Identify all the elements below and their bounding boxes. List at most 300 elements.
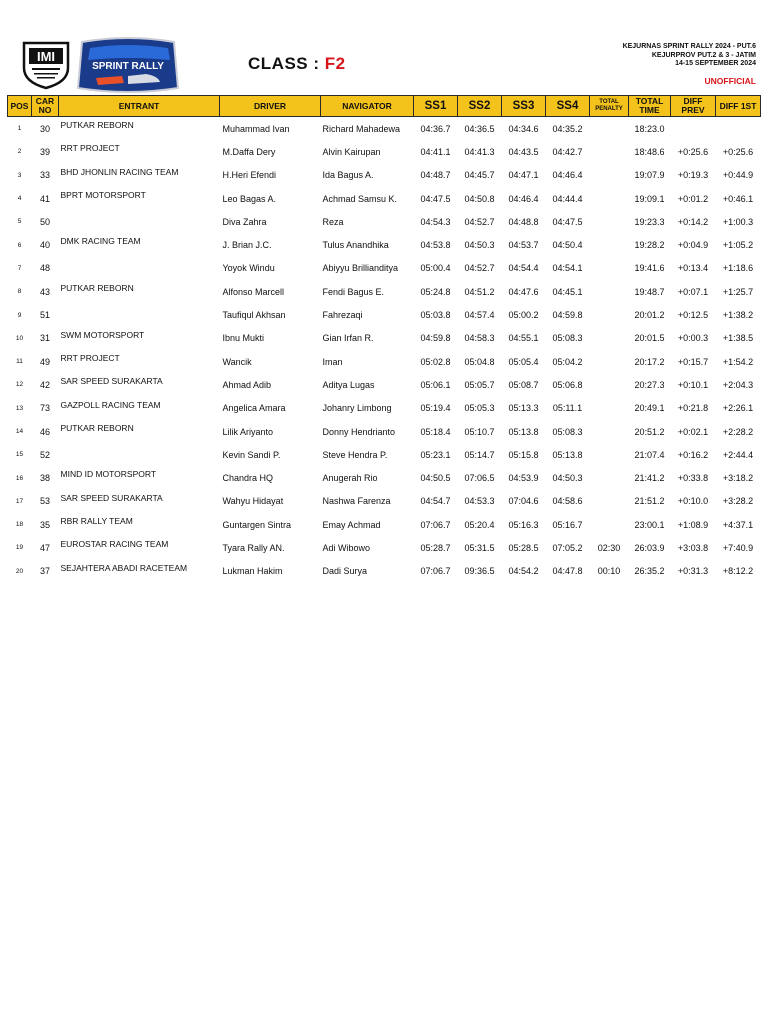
cell-ss4: 04:54.1 [552,263,583,274]
cell-car-no: 43 [39,286,50,297]
cell-pos: 6 [17,241,22,249]
cell-diff-1st: +8:12.2 [722,566,754,577]
event-dates: 14-15 SEPTEMBER 2024 [675,60,756,68]
cell-navigator: Nashwa Farenza [322,496,391,507]
table-row [8,443,761,466]
cell-navigator: Tulus Anandhika [322,240,389,251]
cell-entrant: SAR SPEED SURAKARTA [60,492,163,503]
cell-ss4: 05:13.8 [552,449,583,460]
cell-ss2: 04:53.3 [464,496,495,507]
cell-pos: 3 [17,171,22,179]
cell-pos: 5 [17,218,22,226]
cell-navigator: Donny Hendrianto [322,426,396,437]
cell-ss4: 04:46.4 [552,170,583,181]
cell-ss3: 04:43.5 [508,146,539,157]
cell-ss1: 05:23.1 [420,449,451,460]
table-row [8,140,761,163]
cell-navigator: Alvin Kairupan [322,146,381,157]
cell-car-no: 41 [39,193,50,204]
cell-navigator: Emay Achmad [322,519,381,530]
cell-total-time: 26:03.9 [634,542,665,553]
cell-driver: Ahmad Adib [222,379,272,390]
cell-car-no: 31 [39,333,50,344]
cell-diff-prev: +0:10.1 [677,379,709,390]
cell-ss2: 05:05.7 [464,379,495,390]
cell-navigator: Gian Irfan R. [322,333,374,344]
cell-driver: M.Daffa Dery [222,146,276,157]
col-entrant: ENTRANT [59,96,220,117]
cell-car-no: 46 [39,426,50,437]
cell-ss3: 05:13.8 [508,426,539,437]
cell-ss3: 04:53.7 [508,240,539,251]
cell-ss4: 05:11.1 [552,403,583,414]
cell-diff-prev: +0:19.3 [677,170,709,181]
cell-total-time: 19:07.9 [634,170,665,181]
cell-diff-prev: +0:00.3 [677,333,709,344]
cell-total-penalty [590,233,629,256]
cell-entrant [59,210,220,233]
class-name: F2 [324,54,346,73]
cell-ss1: 04:41.1 [420,146,451,157]
cell-ss2: 04:45.7 [464,170,495,181]
cell-diff-1st: +0:46.1 [722,193,754,204]
cell-total-time: 20:27.3 [634,379,665,390]
cell-pos: 14 [15,428,24,435]
cell-entrant: SWM MOTORSPORT [60,329,145,340]
cell-total-time: 20:17.2 [634,356,665,367]
cell-diff-1st: +3:28.2 [722,496,754,507]
cell-car-no: 73 [39,403,50,414]
event-line-2: KEJURPROV PUT.2 & 3 - JATIM [651,51,756,59]
cell-total-time: 18:48.6 [634,146,665,157]
cell-navigator: Fahrezaqi [322,310,363,321]
cell-total-penalty [590,490,629,513]
cell-ss3: 04:47.1 [508,170,539,181]
cell-ss1: 05:18.4 [420,426,451,437]
cell-ss4: 05:06.8 [552,379,583,390]
cell-diff-1st: +0:25.6 [722,146,754,157]
cell-entrant [59,443,220,466]
cell-navigator: Reza [322,216,344,227]
cell-total-penalty [590,187,629,210]
cell-ss2: 04:52.7 [464,216,495,227]
table-row [8,397,761,420]
cell-diff-1st: +1:38.5 [722,333,754,344]
cell-total-penalty [590,466,629,489]
cell-total-penalty [590,303,629,326]
cell-ss4: 04:59.8 [552,310,583,321]
table-row [8,490,761,513]
table-row [8,513,761,536]
cell-diff-prev: +0:25.6 [677,146,709,157]
cell-pos: 9 [17,311,22,319]
cell-driver: Wancik [222,356,252,367]
cell-diff-prev: +0:04.9 [677,240,709,251]
cell-ss2: 09:36.5 [464,566,495,577]
cell-navigator: Aditya Lugas [322,379,375,390]
cell-total-time: 20:01.2 [634,310,665,321]
cell-pos: 1 [17,125,22,133]
cell-diff-prev: +0:16.2 [677,449,709,460]
cell-ss3: 04:47.6 [508,286,539,297]
cell-entrant: EUROSTAR RACING TEAM [60,539,169,550]
cell-entrant: SEJAHTERA ABADI RACETEAM [60,562,188,573]
cell-total-penalty: 00:10 [597,566,621,577]
cell-driver: Guntargen Sintra [222,519,292,530]
cell-diff-prev: +0:07.1 [677,286,709,297]
cell-driver: Taufiqul Akhsan [222,310,286,321]
cell-driver: Muhammad Ivan [222,123,290,134]
cell-ss4: 04:47.8 [552,566,583,577]
cell-diff-prev: +1:08.9 [677,519,709,530]
cell-ss2: 04:36.5 [464,123,495,134]
cell-ss3: 04:54.4 [508,263,539,274]
cell-pos: 13 [15,404,24,412]
cell-ss2: 04:58.3 [464,333,495,344]
cell-diff-prev: +3:03.8 [677,542,709,553]
table-row [8,373,761,396]
cell-entrant: PUTKAR REBORN [60,120,134,130]
cell-ss4: 04:47.5 [552,216,583,227]
imi-logo [20,38,72,90]
cell-ss4: 04:58.6 [552,496,583,507]
cell-ss2: 05:31.5 [464,542,495,553]
cell-driver: Ibnu Mukti [222,333,265,344]
cell-navigator: Abiyyu Brillianditya [322,263,399,274]
col-pos: POS [8,96,32,117]
cell-driver: Wahyu Hidayat [222,496,284,507]
table-row [8,303,761,326]
cell-navigator: Johanry Limbong [322,403,392,414]
cell-entrant: RBR RALLY TEAM [60,516,133,527]
cell-pos: 11 [16,358,23,366]
cell-ss2: 05:20.4 [464,519,495,530]
cell-ss2: 04:57.4 [464,310,495,321]
cell-driver: Tyara Rally AN. [222,542,285,553]
cell-diff-prev: +0:14.2 [677,216,709,227]
cell-ss3: 05:00.2 [508,310,539,321]
col-car-no: CAR NO [32,96,59,117]
cell-navigator: Dadi Surya [322,566,368,577]
cell-pos: 16 [15,474,24,482]
cell-ss4: 04:50.3 [552,473,583,484]
cell-navigator: Iman [322,356,343,367]
cell-total-penalty [590,373,629,396]
cell-ss4: 05:04.2 [552,356,583,367]
table-row [8,210,761,233]
cell-ss4: 04:42.7 [552,146,583,157]
cell-ss3: 05:15.8 [508,449,539,460]
cell-ss3: 05:28.5 [508,542,539,553]
cell-total-time: 19:23.3 [634,216,665,227]
table-row [8,164,761,187]
cell-diff-prev: +0:13.4 [677,263,709,274]
cell-driver: Lukman Hakim [222,566,283,577]
cell-pos: 20 [15,567,24,575]
cell-diff-1st: +1:05.2 [722,240,754,251]
cell-car-no: 30 [39,123,50,134]
cell-total-time: 19:28.2 [634,240,665,251]
cell-total-time: 21:41.2 [634,473,665,484]
col-total-time: TOTAL TIME [629,96,671,117]
cell-diff-prev: +0:02.1 [677,426,709,437]
results-table [7,95,761,583]
table-row [8,327,761,350]
col-ss3: SS3 [502,96,546,117]
cell-total-time: 20:01.5 [634,333,665,344]
cell-ss1: 05:19.4 [420,403,451,414]
cell-total-time: 21:51.2 [634,496,665,507]
cell-pos: 10 [15,334,24,342]
cell-ss1: 05:00.4 [420,263,451,274]
cell-ss2: 05:04.8 [464,356,495,367]
cell-entrant: MIND ID MOTORSPORT [60,469,157,480]
cell-entrant: PUTKAR REBORN [60,422,134,433]
cell-ss3: 07:04.6 [508,496,539,507]
cell-diff-1st: +1:38.2 [722,310,754,321]
cell-car-no: 53 [39,496,50,507]
cell-driver: Leo Bagas A. [222,193,277,204]
cell-pos: 19 [15,544,24,552]
cell-ss1: 04:54.3 [420,216,451,227]
cell-total-time: 19:41.6 [634,263,665,274]
cell-pos: 12 [15,381,24,389]
cell-car-no: 48 [39,263,50,274]
cell-ss1: 05:28.7 [420,542,451,553]
cell-ss3: 05:13.3 [508,403,539,414]
cell-ss4: 05:08.3 [552,426,583,437]
col-driver: DRIVER [220,96,321,117]
cell-total-time: 21:07.4 [634,449,665,460]
cell-ss1: 04:47.5 [420,193,451,204]
cell-pos: 15 [15,451,24,459]
cell-car-no: 47 [39,542,50,553]
cell-total-penalty [590,327,629,350]
cell-diff-1st: +2:44.4 [722,449,754,460]
cell-driver: J. Brian J.C. [222,240,272,251]
cell-diff-1st: +4:37.1 [722,519,754,530]
cell-diff-1st: +1:25.7 [722,286,754,297]
cell-ss3: 04:53.9 [508,473,539,484]
cell-ss1: 05:02.8 [420,356,451,367]
table-row [8,187,761,210]
cell-ss2: 05:05.3 [464,403,495,414]
table-row [8,466,761,489]
cell-total-time: 23:00.1 [634,519,665,530]
cell-driver: Kevin Sandi P. [222,449,281,460]
cell-total-penalty [590,117,629,141]
cell-car-no: 49 [39,356,50,367]
cell-car-no: 50 [39,216,50,227]
class-label: CLASS : [248,54,325,73]
cell-navigator: Adi Wibowo [322,542,371,553]
cell-driver: Chandra HQ [222,473,274,484]
cell-diff-1st: +3:18.2 [722,473,754,484]
col-ss1: SS1 [414,96,458,117]
cell-ss2: 04:52.7 [464,263,495,274]
cell-total-penalty: 02:30 [597,542,621,553]
table-row [8,350,761,373]
cell-entrant: DMK RACING TEAM [60,236,141,247]
cell-pos: 4 [17,195,22,203]
cell-total-penalty [590,140,629,163]
cell-ss1: 04:48.7 [420,170,451,181]
cell-ss1: 04:53.8 [420,240,451,251]
cell-total-penalty [590,513,629,536]
cell-total-time: 19:09.1 [634,193,665,204]
cell-total-penalty [590,350,629,373]
cell-diff-prev: +0:15.7 [677,356,709,367]
cell-entrant: PUTKAR REBORN [60,283,134,294]
cell-ss2: 05:10.7 [464,426,495,437]
cell-ss3: 04:54.2 [508,566,539,577]
cell-total-penalty [590,443,629,466]
cell-driver: Alfonso Marcell [222,286,285,297]
cell-diff-1st: +7:40.9 [722,542,754,553]
cell-diff-prev: +0:21.8 [677,403,709,414]
cell-total-time: 20:49.1 [634,403,665,414]
cell-diff-1st [716,117,761,141]
cell-ss1: 05:03.8 [420,310,451,321]
cell-car-no: 38 [39,473,50,484]
cell-ss1: 04:36.7 [420,123,451,134]
cell-navigator: Anugerah Rio [322,473,378,484]
cell-car-no: 33 [39,170,50,181]
cell-ss2: 04:51.2 [464,286,495,297]
cell-entrant: RRT PROJECT [60,352,120,363]
cell-ss2: 04:50.3 [464,240,495,251]
cell-ss2: 04:41.3 [464,146,495,157]
cell-entrant: BPRT MOTORSPORT [60,189,146,200]
col-diff-prev: DIFF PREV [671,96,716,117]
cell-entrant [59,303,220,326]
cell-diff-prev: +0:01.2 [677,193,709,204]
cell-pos: 17 [15,497,24,505]
class-title [248,54,346,74]
table-row [8,257,761,280]
cell-diff-1st: +1:00.3 [722,216,754,227]
cell-ss2: 04:50.8 [464,193,495,204]
cell-ss3: 05:16.3 [508,519,539,530]
cell-ss3: 05:08.7 [508,379,539,390]
cell-pos: 18 [15,521,24,529]
cell-total-penalty [590,397,629,420]
cell-driver: Diva Zahra [222,216,267,227]
cell-car-no: 51 [39,310,50,321]
cell-driver: Lilik Ariyanto [222,426,274,437]
cell-pos: 2 [17,148,22,156]
cell-ss1: 05:06.1 [420,379,451,390]
cell-total-time: 19:48.7 [634,286,665,297]
cell-navigator: Richard Mahadewa [322,123,401,134]
cell-driver: Yoyok Windu [222,263,275,274]
table-row [8,117,761,141]
cell-total-penalty [590,420,629,443]
cell-car-no: 37 [39,566,50,577]
cell-diff-1st: +2:04.3 [722,379,754,390]
col-total-penalty: TOTAL PENALTY [590,96,629,117]
cell-ss4: 04:35.2 [552,123,583,134]
cell-ss3: 04:48.8 [508,216,539,227]
cell-car-no: 52 [39,449,50,460]
cell-diff-prev [671,117,716,141]
cell-driver: H.Heri Efendi [222,170,277,181]
cell-entrant [59,257,220,280]
cell-ss2: 05:14.7 [464,449,495,460]
cell-car-no: 35 [39,519,50,530]
cell-entrant: BHD JHONLIN RACING TEAM [60,166,179,177]
cell-total-time: 20:51.2 [634,426,665,437]
cell-diff-prev: +0:12.5 [677,310,709,321]
cell-ss1: 04:54.7 [420,496,451,507]
cell-diff-1st: +1:54.2 [722,356,754,367]
cell-diff-1st: +0:44.9 [722,170,754,181]
cell-ss4: 04:45.1 [552,286,583,297]
cell-navigator: Ida Bagus A. [322,170,374,181]
cell-entrant: GAZPOLL RACING TEAM [60,399,161,410]
table-row [8,536,761,559]
cell-ss3: 05:05.4 [508,356,539,367]
cell-ss3: 04:46.4 [508,193,539,204]
cell-total-time: 18:23.0 [634,123,665,134]
col-diff-1st: DIFF 1ST [716,96,761,117]
cell-ss4: 04:50.4 [552,240,583,251]
cell-car-no: 42 [39,379,50,390]
cell-ss4: 07:05.2 [552,542,583,553]
table-row [8,280,761,303]
cell-car-no: 40 [39,240,50,251]
cell-ss2: 07:06.5 [464,473,495,484]
table-row [8,233,761,256]
col-ss4: SS4 [546,96,590,117]
cell-car-no: 39 [39,146,50,157]
cell-diff-1st: +2:28.2 [722,426,754,437]
cell-navigator: Fendi Bagus E. [322,286,385,297]
cell-total-penalty [590,280,629,303]
cell-diff-1st: +1:18.6 [722,263,754,274]
cell-diff-1st: +2:26.1 [722,403,754,414]
svg-text:SPRINT RALLY: SPRINT RALLY [92,61,164,72]
col-ss2: SS2 [458,96,502,117]
cell-entrant: RRT PROJECT [60,143,120,154]
cell-navigator: Steve Hendra P. [322,449,388,460]
cell-diff-prev: +0:10.0 [677,496,709,507]
cell-ss3: 04:34.6 [508,123,539,134]
cell-total-penalty [590,164,629,187]
cell-ss1: 07:06.7 [420,566,451,577]
cell-ss4: 05:16.7 [552,519,583,530]
status-badge: UNOFFICIAL [704,76,756,86]
event-info [623,43,756,69]
cell-pos: 8 [17,288,22,296]
cell-total-penalty [590,210,629,233]
col-navigator: NAVIGATOR [321,96,414,117]
table-header-row [8,96,761,117]
svg-text:IMI: IMI [36,49,56,64]
sprint-rally-logo [76,36,180,94]
cell-driver: Angelica Amara [222,403,286,414]
cell-ss1: 04:50.5 [420,473,451,484]
cell-ss4: 04:44.4 [552,193,583,204]
cell-navigator: Achmad Samsu K. [322,193,398,204]
cell-ss1: 07:06.7 [420,519,451,530]
table-row [8,420,761,443]
cell-ss1: 04:59.8 [420,333,451,344]
cell-entrant: SAR SPEED SURAKARTA [60,376,163,387]
cell-diff-prev: +0:33.8 [677,473,709,484]
cell-pos: 7 [17,264,22,272]
event-line-1: KEJURNAS SPRINT RALLY 2024 - PUT.6 [622,43,756,50]
